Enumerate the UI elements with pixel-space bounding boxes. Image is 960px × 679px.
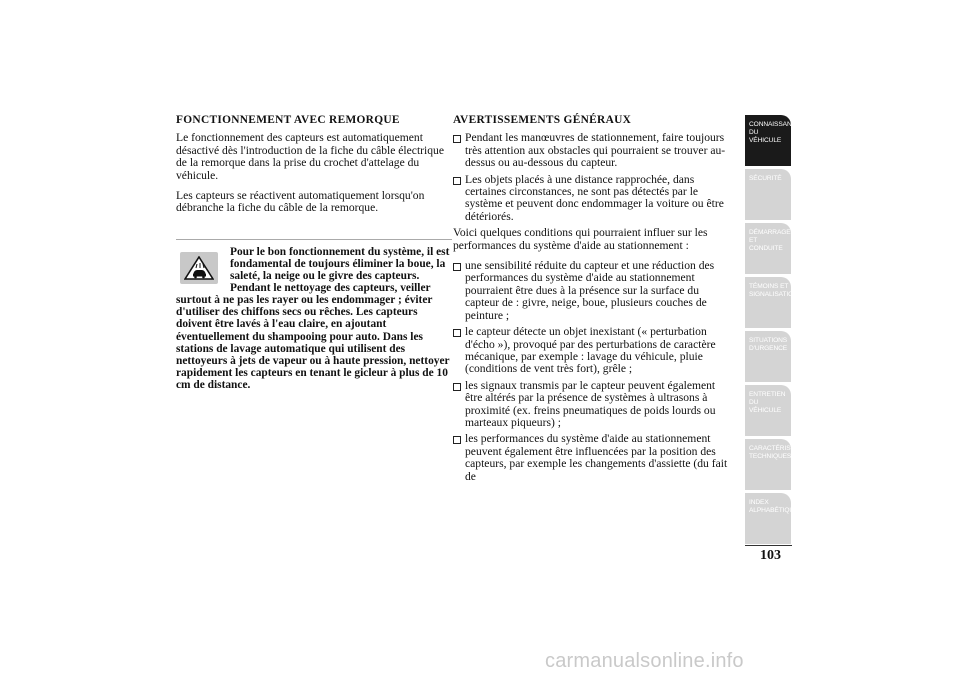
list-item: Les objets placés à une distance rapprochée, dans certaines circonstances, ne sont pas détectés par le système et peuvent donc endommager la voiture ou être détériorés. [453,174,735,224]
tab-label: TÉMOINS ET SIGNALISATION [749,283,798,299]
section-heading-trailer: FONCTIONNEMENT AVEC REMORQUE [176,114,400,126]
tab-connaissance-vehicule[interactable] [745,115,801,166]
list-item: Pendant les manœuvres de stationnement, faire toujours très attention aux obstacles qui pourraient se trouver au-dessus ou au-dessous du capteur. [453,132,735,169]
right-column [453,114,735,487]
chapter-tabs [745,115,815,547]
tab-securite[interactable] [745,169,791,220]
bullet-list [453,132,735,223]
divider [745,545,792,546]
tab-situations-urgence[interactable] [745,331,791,382]
paragraph: Voici quelques conditions qui pourraient influer sur les performances du système d'aide au stationnement : [453,226,708,252]
list-item: les performances du système d'aide au stationnement peuvent également être influencées par la position des capteurs, par exemple les changements d'assiette (du fait de [453,433,735,483]
tab-label: ENTRETIEN DU VÉHICULE [749,391,786,415]
tab-label: INDEX ALPHABÉTIQUE [749,499,799,515]
paragraph: Le fonctionnement des capteurs est automatiquement désactivé dès l'introduction de la fiche du câble électrique de la remorque dans la prise du crochet d'attelage du véhicule. [176,131,444,182]
divider [176,239,452,240]
tab-index-alphabetique[interactable] [745,493,799,544]
warning-text: Pour le bon fonctionnement du système, il est fondamental de toujours éliminer la boue, la saleté, la neige ou le givre des capteurs. Pendant le nettoyage des capteurs, veiller surtout à ne pas les rayer ou les endommager ; éviter d'utiliser des chiffons secs ou rêches. Les capteurs doivent être lavés à l'eau claire, en ajoutant éventuellement du shampooing pour auto. Dans les stations de lavage automatique qui utilisent des nettoyeurs à jets de vapeur ou à haute pression, nettoyer rapidement les capteurs en tenant le gicleur à plus de 10 cm de distance. [176,245,450,391]
warning-box [176,246,452,391]
list-item: les signaux transmis par le capteur peuvent également être altérés par la présence de systèmes à ultrasons à proximité (ex. freins pneumatiques de poids lourds ou marteaux piqueurs) ; [453,380,735,430]
tab-label: SÉCURITÉ [749,175,782,182]
tab-entretien-vehicule[interactable] [745,385,791,436]
list-item: le capteur détecte un objet inexistant (« perturbation d'écho »), provoqué par des perturbations de caractère mécanique, par exemple : lavage du véhicule, pluie (conditions de vent très fort), grêle ; [453,326,735,376]
tab-label: SITUATIONS D'URGENCE [749,337,788,353]
left-column [176,114,452,391]
car-wash-warning-icon [180,252,218,284]
paragraph: Les capteurs se réactivent automatiquement lorsqu'on débranche la fiche du câble de la remorque. [176,189,425,215]
page-number: 103 [760,548,781,563]
watermark: carmanualsonline.info [545,650,744,672]
tab-label: CONNAISSANCE DU VÉHICULE [749,121,801,145]
tab-label: DÉMARRAGE ET CONDUITE [749,229,791,253]
bullet-list [453,260,735,483]
tab-temoins-signalisation[interactable] [745,277,798,328]
tab-label: CARACTÉRISTIQUES TECHNIQUES [749,445,815,461]
list-item: une sensibilité réduite du capteur et une réduction des performances du système d'aide au stationnement pourraient être dues à la présence sur la surface du capteur de : givre, neige, boue, plusieurs couches de peinture ; [453,260,735,322]
tab-demarrage-conduite[interactable] [745,223,791,274]
section-heading-general-warnings: AVERTISSEMENTS GÉNÉRAUX [453,114,632,126]
tab-caracteristiques-techniques[interactable] [745,439,815,490]
